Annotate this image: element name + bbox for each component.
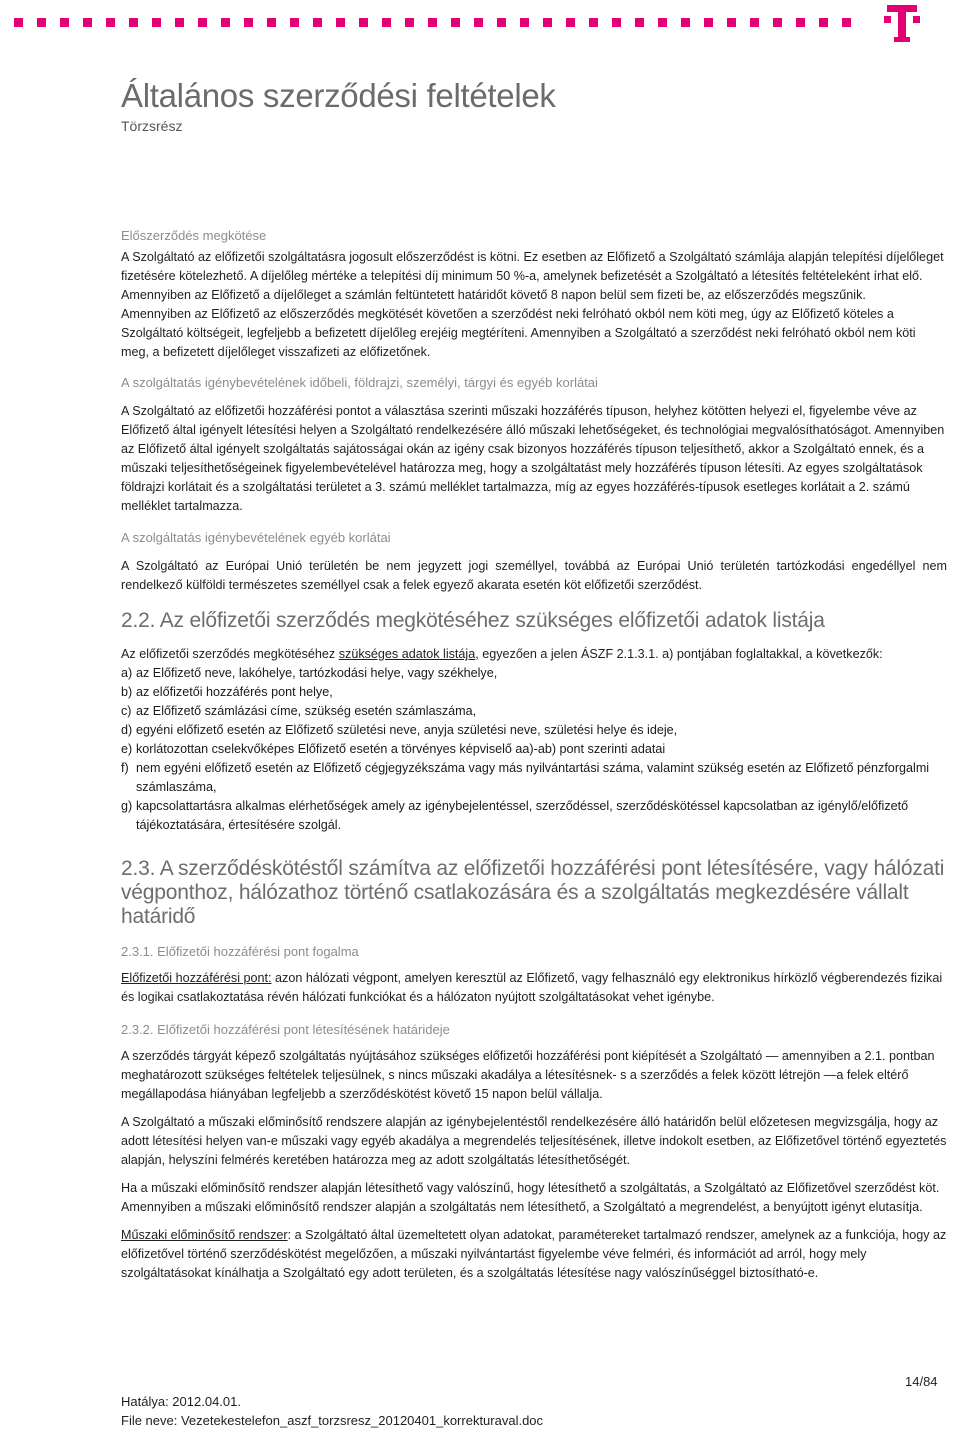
brand-dot (681, 18, 690, 27)
definition-text: azon hálózati végpont, amelyen keresztül az Előfizető, vagy felhasználó egy elektronikus hírközlő végberendezés fizikai és logikai csatlakoztatása révén hálózati funkciókat és a hálózaton nyújtott szolgáltatásokat vehet igénybe. (121, 971, 943, 1004)
section-number: 2.3. (121, 857, 156, 880)
list-letter: g) (121, 799, 133, 813)
paragraph: Amennyiben az Előfizető az előszerződés megkötését követően a szerződést neki felróható okból nem köti meg, úgy az Előfizető köteles a Szolgáltató költségeit, legfeljebb a befizetett díjelőleg erejéig megtéríteni. Amennyiben a Szolgáltató a szerződést neki felróható okból nem köti meg, a befizetett díjelőleget visszafizeti az előfizetőnek. (121, 307, 916, 359)
telekom-t-logo-icon (884, 4, 920, 44)
brand-dot (290, 18, 299, 27)
brand-dot (750, 18, 759, 27)
list-letter: d) (121, 723, 133, 737)
brand-dot (635, 18, 644, 27)
list-letter: b) (121, 685, 133, 699)
section-number: 2.2. (121, 609, 156, 632)
brand-dot (474, 18, 483, 27)
paragraph: A Szolgáltató a műszaki előminősítő rendszere alapján az igénybejelentéstől rendelkezésére álló határidőn belül előzetesen megvizsgálja, hogy az adott létesítési helyen van-e műszaki vagy egyéb akadálya a megrendelés teljesítésének, illetve indokolt esetben, az Előfizetővel történő egyeztetés alapján, helyszíni felmérés keretében határozza meg az adott szolgáltatás létesíthetőségét. (121, 1115, 947, 1167)
section-heading-korlatok: A szolgáltatás igénybevételének időbeli, földrajzi, személyi, tárgyi és egyéb korlátai (121, 375, 598, 390)
brand-dot (60, 18, 69, 27)
brand-dot (336, 18, 345, 27)
list-letter: f) (121, 761, 129, 775)
required-data-list (121, 664, 947, 835)
list-text: korlátozottan cselekvőképes Előfizető esetén a törvényes képviselő aa)-ab) pont szerinti adatai (136, 742, 666, 756)
paragraph: A Szolgáltató az Európai Unió területén be nem jegyzett jogi személlyel, továbbá az Európai Unió területén tartózkodási engedéllyel nem rendelkező külföldi természetes személlyel csak a felek egyező akarata esetén köt előfizetői szerződést. (121, 559, 947, 592)
list-text: az Előfizető neve, lakóhelye, tartózkodási helye, vagy székhelye, (136, 666, 498, 680)
list-letter: e) (121, 742, 133, 756)
brand-dot (842, 18, 851, 27)
brand-dot (566, 18, 575, 27)
brand-dot (612, 18, 621, 27)
brand-dot (773, 18, 782, 27)
paragraph: Ha a műszaki előminősítő rendszer alapján létesíthető vagy valószínű, hogy létesíthető a szolgáltatás, a Szolgáltató az Előfizetővel szerződést köt. Amennyiben a műszaki előminősítő rendszer alapján a szolgáltatás nem létesíthető, a Szolgáltató a megrendelést, a benyújtott igényt elutasítja. (121, 1181, 940, 1214)
list-text: az előfizetői hozzáférés pont helye, (136, 685, 333, 699)
section-heading-2-2 (121, 609, 947, 633)
list-item (121, 721, 947, 740)
intro-underlined-term: szükséges adatok listája (338, 647, 476, 661)
brand-dot (129, 18, 138, 27)
list-item (121, 740, 947, 759)
validity-date: Hatálya: 2012.04.01. (121, 1394, 241, 1409)
brand-dot (83, 18, 92, 27)
list-item (121, 702, 947, 721)
brand-dot (313, 18, 322, 27)
footer (121, 1392, 543, 1430)
paragraph: A szerződés tárgyát képező szolgáltatás nyújtásához szükséges előfizetői hozzáférési pont kiépítését a Szolgáltató — amennyiben a 2.1. pontban meghatározott szükséges feltételek teljesülnek, s nincs műszaki akadálya a létesítésnek- s a szerződés a felek között létrejön —a felek eltérő megállapodása hiányában legfeljebb a szerződéskötést követő 15 napon belül vállalja. (121, 1049, 935, 1101)
list-item (121, 664, 947, 683)
brand-dot (589, 18, 598, 27)
defined-term: Műszaki előminősítő rendszer (121, 1228, 288, 1242)
list-item (121, 797, 947, 835)
brand-dot (221, 18, 230, 27)
brand-dot (727, 18, 736, 27)
subsection-heading-2-3-2: 2.3.2. Előfizetői hozzáférési pont létesítésének határideje (121, 1022, 450, 1037)
brand-dot (198, 18, 207, 27)
page-number: 14/84 (905, 1374, 938, 1389)
section-title: Az előfizetői szerződés megkötéséhez szükséges előfizetői adatok listája (159, 609, 825, 632)
list-text: egyéni előfizető esetén az Előfizető születési neve, anyja születési neve, születési helye és ideje, (136, 723, 678, 737)
brand-dot (520, 18, 529, 27)
paragraph: A Szolgáltató az előfizetői szolgáltatásra jogosult előszerződést is kötni. Ez esetben az Előfizető a Szolgáltató számlája alapján telepítési díjelőleget fizetésére kötelezhető. A díjelőleg mértéke a telepítési díj minimum 50 %-a, amelynek befizetését a Szolgáltató a létesítés feltételeként írhat elő. Amennyiben az Előfizető a díjelőleget a számlán feltüntetett határidőt követő 8 napon belül sem fizeti be, az előszerződés megszűnik. (121, 250, 944, 302)
brand-dot (796, 18, 805, 27)
list-item (121, 683, 947, 702)
file-name: File neve: Vezetekestelefon_aszf_torzsresz_20120401_korrekturaval.doc (121, 1413, 544, 1428)
brand-dot (267, 18, 276, 27)
list-text: nem egyéni előfizető esetén az Előfizető cégjegyzékszáma vagy más nyilvántartási száma, valamint szükség esetén az Előfizető pénzforgalmi számlaszáma, (136, 761, 930, 794)
brand-dot (382, 18, 391, 27)
list-letter: c) (121, 704, 132, 718)
brand-dot (244, 18, 253, 27)
brand-dot (819, 18, 828, 27)
brand-dot (451, 18, 460, 27)
list-text: kapcsolattartásra alkalmas elérhetőségek amely az igénybejelentéssel, szerződéssel, szerződéskötéssel kapcsolatban az igénylő/előfizető tájékoztatására, értesítésére szolgál. (136, 799, 909, 832)
list-letter: a) (121, 666, 133, 680)
brand-dot (14, 18, 23, 27)
section-heading-egyeb-korlatok: A szolgáltatás igénybevételének egyéb korlátai (121, 530, 391, 545)
document-title: Általános szerződési feltételek (121, 77, 556, 114)
brand-dot (152, 18, 161, 27)
brand-dot (658, 18, 667, 27)
brand-dot (359, 18, 368, 27)
intro-text: Az előfizetői szerződés megkötéséhez (121, 647, 339, 661)
list-text: az Előfizető számlázási címe, szükség esetén számlaszáma, (136, 704, 477, 718)
brand-dot (405, 18, 414, 27)
brand-dot (175, 18, 184, 27)
brand-dot (106, 18, 115, 27)
section-heading-eloszerzodes: Előszerződés megkötése (121, 228, 267, 243)
brand-dot (543, 18, 552, 27)
paragraph (121, 969, 947, 1007)
paragraph: A Szolgáltató az előfizetői hozzáférési pontot a választása szerinti műszaki hozzáférés típuson, helyhez kötötten helyezi el, figyelembe véve az Előfizető által igényelt létesítési helyen a Szolgáltató rendelkezésére álló műszaki lehetőségeket, és technológiai megvalósíthatóságot. Amennyiben az Előfizető által igényelt szolgáltatás sajátosságai okán az igény csak bizonyos hozzáférés típuson teljesíthető, akkor a Szolgáltató ennek, és a műszaki teljesíthetőségeinek figyelembevételével határozza meg, hogy a szolgáltatást mely hozzáférés típuson létesíti. Az egyes szolgáltatások földrajzi korlátait és a szolgáltatási területet a 3. számú melléklet tartalmazza, míg az egyes hozzáférés-típusok esetleges korlátait a 2. számú melléklet tartalmazza. (121, 404, 945, 513)
brand-header (0, 0, 960, 48)
document-page (121, 76, 947, 1283)
brand-dot (704, 18, 713, 27)
brand-dot (497, 18, 506, 27)
defined-term: Előfizetői hozzáférési pont: (121, 971, 272, 985)
brand-dot (428, 18, 437, 27)
list-intro (121, 645, 947, 664)
brand-dot (37, 18, 46, 27)
subsection-heading-2-3-1: 2.3.1. Előfizetői hozzáférési pont fogalma (121, 944, 359, 959)
intro-text: , egyezően a jelen ÁSZF 2.1.3.1. a) pontjában foglaltakkal, a következők: (475, 647, 883, 661)
paragraph (121, 1226, 947, 1283)
brand-dots (14, 18, 851, 27)
section-heading-2-3 (121, 857, 947, 929)
section-title: A szerződéskötéstől számítva az előfizetői hozzáférési pont létesítésére, vagy hálózati végponthoz, hálózathoz történő csatlakozására és a szolgáltatás megkezdésére vállalt határidő (121, 857, 945, 928)
list-item (121, 759, 947, 797)
definition-text: : a Szolgáltató által üzemeltetett olyan adatokat, paramétereket tartalmazó rendszer, amelynek az a funkciója, hogy az előfizetővel történő szerződéskötést megelőzően, a műszaki nyilvántartást figyelembe véve felméri, és információt ad arról, hogy mely szolgáltatásokat kínálhatja a Szolgáltató egy adott területen, és a szolgáltatás létesítése nagy valószínűséggel biztosítható-e. (121, 1228, 947, 1280)
document-subtitle: Törzsrész (121, 118, 183, 134)
